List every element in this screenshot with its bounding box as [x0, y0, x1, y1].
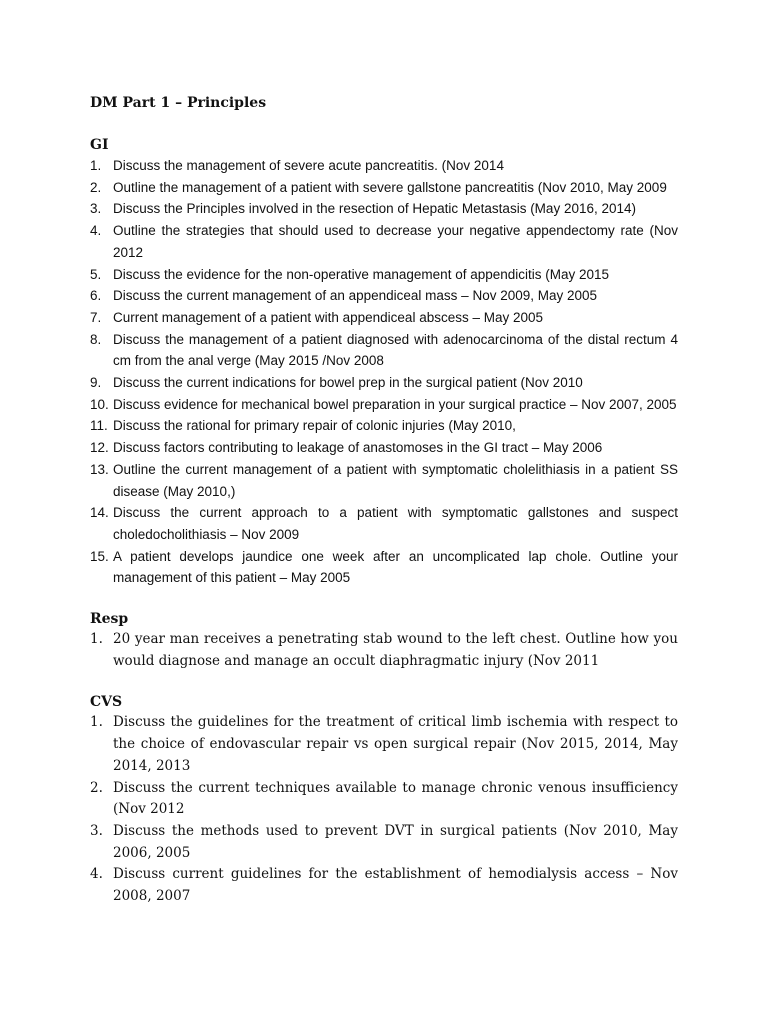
- question-number: 11.: [90, 418, 108, 434]
- question-item: [90, 437, 678, 459]
- question-list-cvs: [90, 712, 678, 907]
- question-text: Discuss the guidelines for the treatment of critical limb ischemia with respect to the choice of endovascular repair vs open surgical repair (Nov 2015, 2014, May 2014, 2013: [113, 714, 678, 774]
- question-text: Outline the management of a patient with severe gallstone pancreatitis (Nov 2010, May 2009: [113, 179, 667, 195]
- question-text: Discuss the current approach to a patient with symptomatic gallstones and suspect choledocholithiasis – Nov 2009: [113, 505, 678, 542]
- question-text: Discuss the management of severe acute pancreatitis. (Nov 2014: [113, 158, 504, 173]
- question-item: [90, 198, 678, 220]
- question-item: [90, 546, 678, 589]
- question-text: Discuss factors contributing to leakage of anastomoses in the GI tract – May 2006: [113, 440, 603, 456]
- question-list-gi: [90, 155, 678, 589]
- section-resp: [90, 609, 678, 672]
- question-number: 2.: [90, 179, 102, 195]
- question-item: [90, 220, 678, 263]
- section-heading-cvs: CVS: [90, 694, 123, 711]
- question-text: Current management of a patient with appendiceal abscess – May 2005: [113, 309, 544, 325]
- question-item: [90, 155, 678, 177]
- question-number: 7.: [90, 309, 102, 325]
- question-text: Discuss the Principles involved in the resection of Hepatic Metastasis (May 2016, 2014): [113, 201, 636, 217]
- question-number: 4.: [90, 866, 103, 883]
- question-text: Discuss the rational for primary repair of colonic injuries (May 2010,: [113, 418, 516, 434]
- question-item: [90, 307, 678, 329]
- question-number: 10.: [90, 396, 109, 412]
- section-heading-gi: GI: [90, 137, 109, 153]
- question-number: 4.: [90, 223, 102, 239]
- question-number: 1.: [90, 158, 102, 173]
- question-text: Discuss current guidelines for the establishment of hemodialysis access – Nov 2008, 2007: [113, 866, 678, 905]
- question-number: 2.: [90, 779, 103, 796]
- question-text: Discuss the current techniques available to manage chronic venous insufficiency (Nov 2012: [113, 779, 678, 818]
- question-number: 9.: [90, 375, 102, 391]
- document-page: [90, 93, 678, 928]
- document-title: DM Part 1 – Principles: [90, 95, 267, 111]
- question-text: 20 year man receives a penetrating stab wound to the left chest. Outline how you would diagnose and manage an occult diaphragmatic injury (Nov 2011: [113, 631, 678, 669]
- question-item: [90, 177, 678, 199]
- question-item: [90, 329, 678, 372]
- question-text: Discuss the methods used to prevent DVT in surgical patients (Nov 2010, May 2006, 2005: [113, 822, 678, 861]
- question-text: Discuss evidence for mechanical bowel preparation in your surgical practice – Nov 2007, 2005: [113, 396, 677, 412]
- question-text: Outline the strategies that should used to decrease your negative appendectomy rate (Nov 2012: [113, 223, 678, 260]
- question-item: [90, 778, 678, 821]
- question-item: [90, 821, 678, 864]
- question-text: Outline the current management of a patient with symptomatic cholelithiasis in a patient SS disease (May 2010,): [113, 461, 678, 499]
- question-number: 12.: [90, 440, 109, 456]
- question-item: [90, 712, 678, 777]
- question-text: Discuss the current management of an appendiceal mass – Nov 2009, May 2005: [113, 288, 598, 304]
- question-number: 1.: [90, 631, 103, 648]
- question-item: [90, 415, 678, 437]
- question-text: Discuss the evidence for the non-operative management of appendicitis (May 2015: [113, 266, 610, 282]
- question-number: 14.: [90, 505, 109, 521]
- question-list-resp: [90, 629, 678, 672]
- question-item: [90, 285, 678, 307]
- question-text: Discuss the current indications for bowel prep in the surgical patient (Nov 2010: [113, 375, 583, 391]
- question-item: [90, 459, 678, 502]
- question-item: [90, 629, 678, 672]
- question-number: 15.: [90, 548, 109, 564]
- question-text: Discuss the management of a patient diagnosed with adenocarcinoma of the distal rectum 4 cm from the anal verge (May 2015 /Nov 2008: [113, 331, 678, 369]
- section-gi: [90, 135, 678, 589]
- question-number: 5.: [90, 266, 102, 282]
- question-item: [90, 372, 678, 394]
- question-number: 3.: [90, 201, 102, 217]
- section-cvs: [90, 692, 678, 907]
- question-item: [90, 264, 678, 286]
- question-number: 8.: [90, 331, 102, 347]
- question-item: [90, 394, 678, 416]
- section-heading-resp: Resp: [90, 611, 129, 628]
- question-item: [90, 864, 678, 907]
- question-number: 3.: [90, 822, 103, 839]
- question-number: 6.: [90, 288, 102, 304]
- question-number: 13.: [90, 461, 109, 477]
- question-text: A patient develops jaundice one week after an uncomplicated lap chole. Outline your management of this patient – May 2005: [113, 548, 678, 586]
- question-item: [90, 502, 678, 545]
- question-number: 1.: [90, 714, 103, 731]
